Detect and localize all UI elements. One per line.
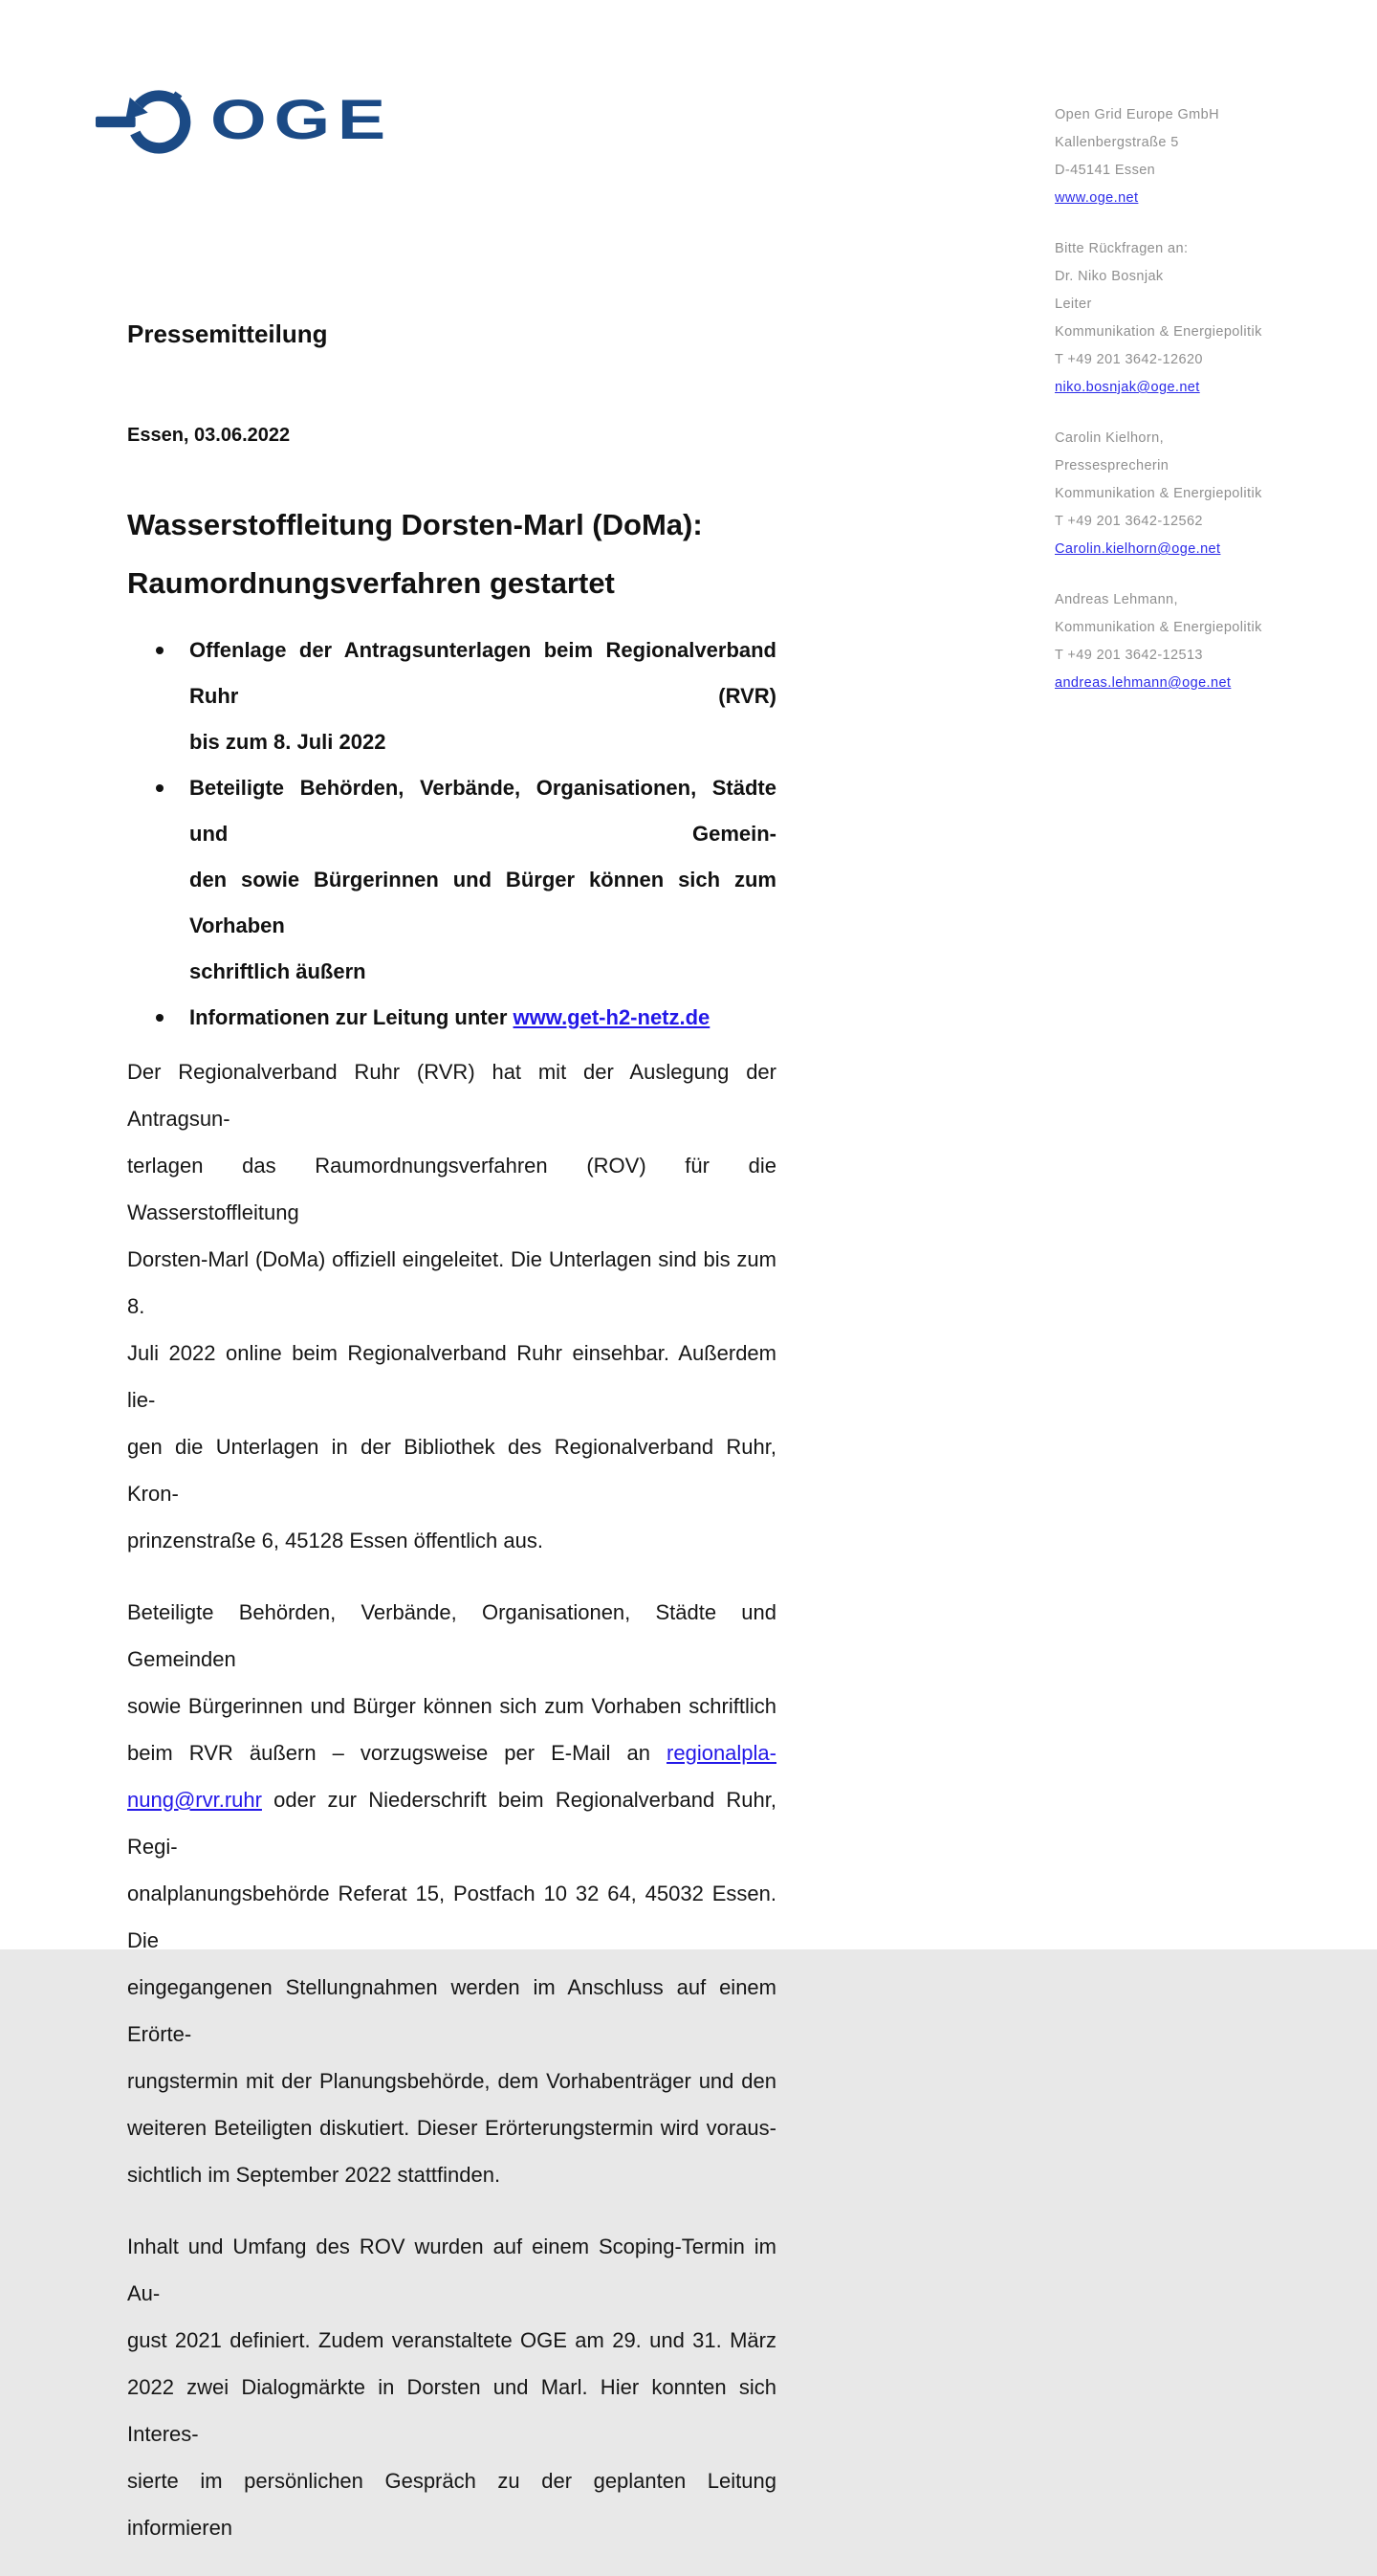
text-line	[127, 1964, 776, 2058]
text-line	[127, 2364, 776, 2457]
inline-link[interactable]: nung@rvr.ruhr	[127, 1788, 262, 1812]
text-line	[189, 719, 776, 765]
oge-logo-rotation-arrow-icon	[96, 75, 197, 165]
bullet-text	[189, 995, 776, 1041]
text-line	[189, 765, 776, 857]
bullet-text	[189, 627, 776, 765]
text-span: den sowie Bürgerinnen und Bürger können sich zum Vorhaben	[189, 868, 776, 937]
summary-bullet-list	[127, 627, 776, 1041]
contact-line: T +49 201 3642-12620	[1055, 352, 1203, 367]
text-span: onalplanungsbehörde Referat 15, Postfach 10 32 64, 45032 Essen. Die	[127, 1882, 776, 1952]
text-span: gen die Unterlagen in der Bibliothek des Regionalverband Ruhr, Kron-	[127, 1435, 776, 1506]
text-line	[127, 1048, 776, 1142]
text-line	[127, 1683, 776, 1729]
text-line	[127, 1517, 776, 1564]
text-span: Dorsten-Marl (DoMa) offiziell eingeleitet. Die Unterlagen sind bis zum 8.	[127, 1247, 776, 1318]
text-span: Inhalt und Umfang des ROV wurden auf einem Scoping-Termin im Au-	[127, 2235, 776, 2305]
oge-logo	[96, 75, 393, 165]
text-span: bis zum 8. Juli 2022	[189, 730, 386, 754]
text-span: 2022 zwei Dialogmärkte in Dorsten und Marl. Hier konnten sich Interes-	[127, 2375, 776, 2446]
inline-link[interactable]: www.get-h2-netz.de	[513, 1005, 710, 1029]
text-line	[127, 2104, 776, 2151]
headline-line-1: Wasserstoffleitung Dorsten-Marl (DoMa):	[127, 508, 703, 541]
contact-block	[1055, 425, 1303, 563]
contact-line: Carolin Kielhorn,	[1055, 430, 1164, 446]
contact-line	[1055, 374, 1303, 402]
dateline: Essen, 03.06.2022	[127, 425, 291, 446]
contact-line	[1055, 536, 1303, 563]
bullet-dot	[156, 1014, 164, 1022]
contact-line	[1055, 670, 1303, 697]
contact-link[interactable]: Carolin.kielhorn@oge.net	[1055, 541, 1221, 557]
body-paragraph	[127, 1589, 776, 2198]
contact-line: Bitte Rückfragen an:	[1055, 241, 1189, 256]
text-line	[127, 2223, 776, 2317]
headline-line-2: Raumordnungsverfahren gestartet	[127, 566, 615, 600]
text-line	[189, 995, 776, 1041]
body-paragraphs	[127, 1048, 776, 2551]
text-line	[127, 1729, 776, 1776]
contact-line: Open Grid Europe GmbH	[1055, 107, 1219, 122]
text-span: Der Regionalverband Ruhr (RVR) hat mit der Auslegung der Antragsun-	[127, 1060, 776, 1131]
contact-line: D-45141 Essen	[1055, 163, 1156, 178]
bullet-dot	[156, 784, 164, 792]
text-line	[127, 1236, 776, 1330]
contact-link[interactable]: www.oge.net	[1055, 190, 1139, 206]
inline-link[interactable]: regionalpla-	[667, 1741, 776, 1765]
text-line	[127, 2317, 776, 2364]
contact-line	[1055, 185, 1303, 212]
contact-line: Kommunikation & Energiepolitik	[1055, 620, 1262, 635]
text-line	[127, 2151, 776, 2198]
text-span: terlagen das Raumordnungsverfahren (ROV) für die Wasserstoffleitung	[127, 1154, 776, 1224]
contact-line: T +49 201 3642-12562	[1055, 514, 1203, 529]
bullet-item	[127, 627, 776, 765]
text-line	[189, 949, 776, 995]
text-span: prinzenstraße 6, 45128 Essen öffentlich aus.	[127, 1529, 543, 1552]
press-release-body	[127, 318, 776, 2576]
text-line	[189, 857, 776, 949]
text-span: rungstermin mit der Planungsbehörde, dem Vorhabenträger und den	[127, 2069, 776, 2093]
contact-line: Dr. Niko Bosnjak	[1055, 269, 1164, 284]
text-line	[127, 1870, 776, 1964]
contact-line: Kommunikation & Energiepolitik	[1055, 486, 1262, 501]
text-span: eingegangenen Stellungnahmen werden im Anschluss auf einem Erörte-	[127, 1975, 776, 2046]
text-span: gust 2021 definiert. Zudem veranstaltete OGE am 29. und 31. März	[127, 2328, 776, 2352]
body-paragraph	[127, 2223, 776, 2551]
contact-block	[1055, 101, 1303, 212]
contact-block	[1055, 586, 1303, 697]
text-span: Offenlage der Antragsunterlagen beim Regionalverband Ruhr (RVR)	[189, 638, 776, 708]
contact-line: Leiter	[1055, 297, 1092, 312]
contact-line: Pressesprecherin	[1055, 458, 1169, 473]
bullet-item	[127, 765, 776, 995]
bullet-item	[127, 995, 776, 1041]
body-paragraph	[127, 1048, 776, 1564]
contact-line: Andreas Lehmann,	[1055, 592, 1178, 607]
contact-link[interactable]: andreas.lehmann@oge.net	[1055, 675, 1232, 691]
contact-line: Kommunikation & Energiepolitik	[1055, 324, 1262, 340]
contact-sidebar	[1055, 101, 1303, 720]
contact-block	[1055, 235, 1303, 402]
text-span: Beteiligte Behörden, Verbände, Organisationen, Städte und Gemein-	[189, 776, 776, 846]
text-span: schriftlich äußern	[189, 959, 366, 983]
contact-line: T +49 201 3642-12513	[1055, 648, 1203, 663]
bullet-text	[189, 765, 776, 995]
text-span: oder zur Niederschrift beim Regionalverband Ruhr, Regi-	[127, 1788, 776, 1859]
contact-link[interactable]: niko.bosnjak@oge.net	[1055, 380, 1200, 395]
text-span: sierte im persönlichen Gespräch zu der geplanten Leitung informieren	[127, 2469, 776, 2540]
text-line	[127, 1330, 776, 1423]
text-line	[127, 2457, 776, 2551]
text-span: sowie Bürgerinnen und Bürger können sich zum Vorhaben schriftlich	[127, 1694, 776, 1718]
oge-logo-text: OGE	[210, 88, 393, 151]
text-line	[127, 2058, 776, 2104]
text-span: Juli 2022 online beim Regionalverband Ruhr einsehbar. Außerdem lie-	[127, 1341, 776, 1412]
text-span: beim RVR äußern – vorzugsweise per E-Mail an	[127, 1741, 667, 1765]
contact-line: Kallenbergstraße 5	[1055, 135, 1179, 150]
text-span: sichtlich im September 2022 stattfinden.	[127, 2163, 501, 2187]
bullet-dot	[156, 647, 164, 654]
text-span: Informationen zur Leitung unter	[189, 1005, 514, 1029]
text-line	[127, 1776, 776, 1870]
text-span: weiteren Beteiligten diskutiert. Dieser Erörterungstermin wird voraus-	[127, 2116, 776, 2140]
headline	[127, 495, 776, 612]
text-line	[127, 1423, 776, 1517]
text-span: Beteiligte Behörden, Verbände, Organisationen, Städte und Gemeinden	[127, 1600, 776, 1671]
press-release-label: Pressemitteilung	[127, 319, 328, 348]
text-line	[127, 1589, 776, 1683]
text-line	[127, 1142, 776, 1236]
text-line	[189, 627, 776, 719]
